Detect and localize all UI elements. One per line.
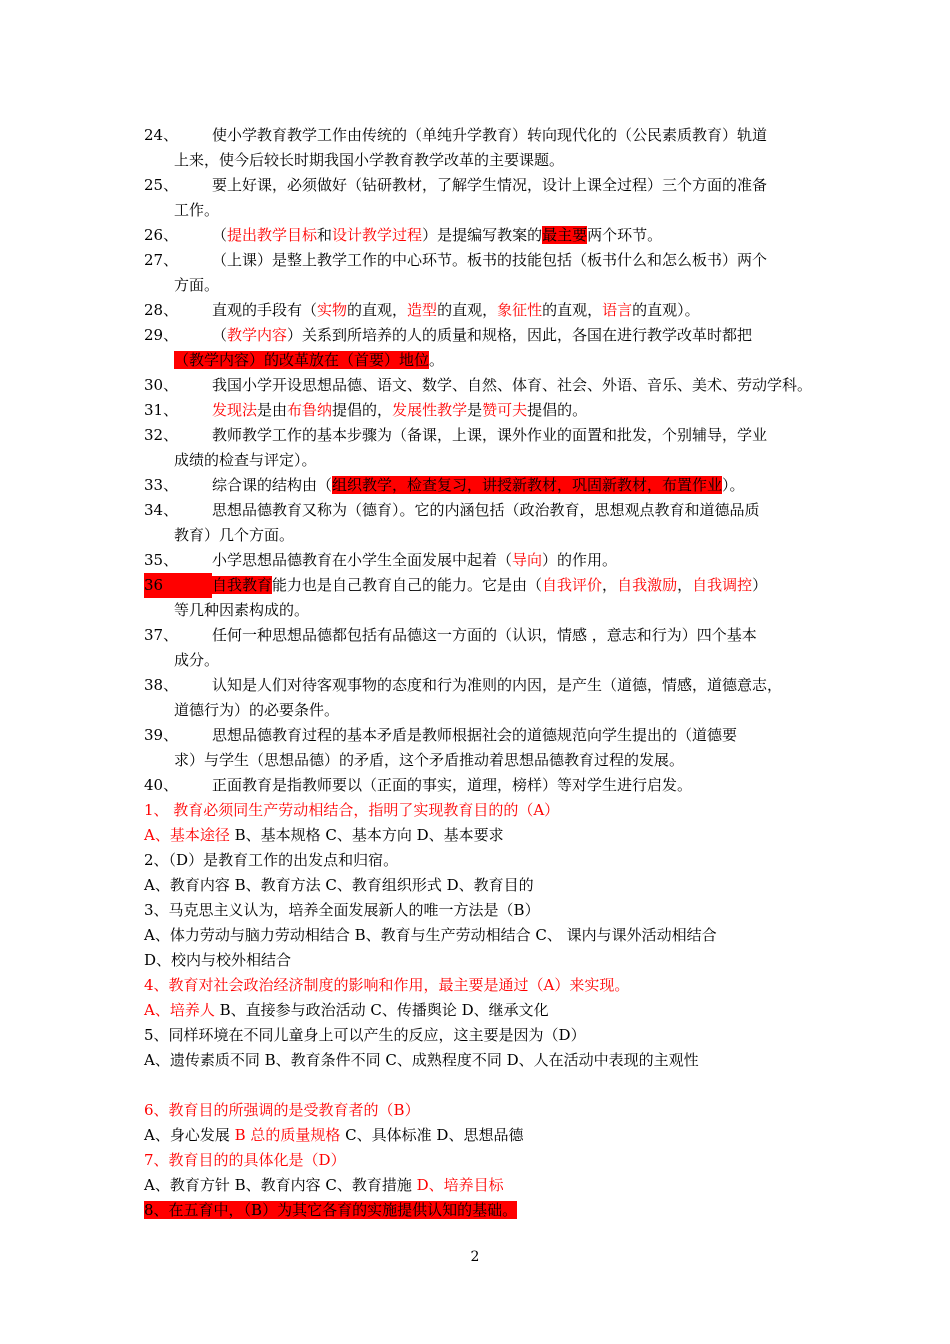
item-text: ）。: [722, 476, 745, 494]
item-text: 能力也是自己教育自己的能力。它是由（: [272, 576, 543, 594]
red-term: 设计教学过程: [332, 226, 423, 244]
question-4-options: [144, 998, 814, 1023]
highlighted-text: 组织教学，检查复习，讲授新教材，巩固新教材，布置作业: [332, 476, 723, 494]
item-text: （: [212, 226, 228, 244]
red-term: 赞可夫: [482, 401, 528, 419]
item-number: 25、: [144, 176, 179, 194]
item-text: 直观的手段有（: [212, 301, 318, 319]
item-text: 教师教学工作的基本步骤为（备课，上课，课外作业的面置和批发，个别辅导，学业: [212, 426, 768, 444]
question-6-options: [144, 1123, 814, 1148]
item-text: ）的作用。: [542, 551, 618, 569]
item-number: 40、: [144, 776, 179, 794]
item-text: 是: [467, 401, 483, 419]
red-term: 教学内容: [227, 326, 288, 344]
item-text: 正面教育是指教师要以（正面的事实，道理，榜样）等对学生进行启发。: [212, 776, 693, 794]
item-text: （: [212, 326, 228, 344]
item-text: 思想品德教育又称为（德育）。它的内涵包括（政治教育，思想观点教育和道德品质: [212, 501, 760, 519]
question-2-options: A、教育内容 B、教育方法 C、教育组织形式 D、教育目的: [144, 876, 534, 894]
question-4: 4、教育对社会政治经济制度的影响和作用，最主要是通过（A）来实现。: [144, 976, 630, 994]
answer-option: A、基本途径: [144, 826, 230, 844]
item-number: 34、: [144, 501, 179, 519]
answer-option: B 总的质量规格: [234, 1126, 341, 1144]
highlighted-text: 最主要: [542, 226, 588, 244]
item-number: 39、: [144, 726, 179, 744]
page-number: 2: [470, 1249, 480, 1265]
item-26: [144, 223, 814, 248]
item-text: 道德行为）的必要条件。: [174, 701, 340, 719]
red-term: 导向: [512, 551, 543, 569]
item-number: 37、: [144, 626, 179, 644]
item-37-cont: [144, 648, 814, 673]
question-1-options: [144, 823, 814, 848]
item-30: [144, 373, 814, 398]
item-number: 31、: [144, 401, 179, 419]
red-term: 发展性教学: [392, 401, 468, 419]
red-term: 提出教学目标: [227, 226, 318, 244]
item-text: 小学思想品德教育在小学生全面发展中起着（: [212, 551, 513, 569]
item-34-cont: [144, 523, 814, 548]
item-text: 等几种因素构成的。: [174, 601, 310, 619]
item-29: [144, 323, 814, 348]
item-25-cont: [144, 198, 814, 223]
item-number: 29、: [144, 326, 179, 344]
item-text: 。: [429, 351, 445, 369]
item-text: 的直观，: [437, 301, 498, 319]
item-34: [144, 498, 814, 523]
item-text: 两个环节。: [587, 226, 663, 244]
item-number: 28、: [144, 301, 179, 319]
highlighted-text: （教学内容）的改革放在（首要）地位: [174, 351, 430, 369]
item-39: [144, 723, 814, 748]
item-40: [144, 773, 814, 798]
question-3: 3、马克思主义认为，培养全面发展新人的唯一方法是（B）: [144, 901, 540, 919]
question-5-options: A、遗传素质不同 B、教育条件不同 C、成熟程度不同 D、人在活动中表现的主观性: [144, 1051, 699, 1069]
item-number: 26、: [144, 226, 179, 244]
item-text: ，: [602, 576, 618, 594]
item-text: 教育）几个方面。: [174, 526, 295, 544]
item-number: 38、: [144, 676, 179, 694]
item-36: [144, 573, 814, 598]
item-number: 35、: [144, 551, 179, 569]
item-24: [144, 123, 814, 148]
item-number: 30、: [144, 376, 179, 394]
question-3-options-cont: D、校内与校外相结合: [144, 951, 292, 969]
option-text: B、直接参与政治活动 C、传播舆论 D、继承文化: [214, 1001, 549, 1019]
item-text: ）关系到所培养的人的质量和规格，因此，各国在进行教学改革时都把: [287, 326, 753, 344]
item-39-cont: [144, 748, 814, 773]
item-27: [144, 248, 814, 273]
item-text: 的直观，: [347, 301, 408, 319]
item-24-cont: [144, 148, 814, 173]
item-36-cont: [144, 598, 814, 623]
red-term: 布鲁纳: [287, 401, 333, 419]
item-text: 提倡的。: [527, 401, 588, 419]
item-number: 33、: [144, 476, 179, 494]
answer-option: D、培养目标: [416, 1176, 504, 1194]
red-term: 自我评价: [542, 576, 603, 594]
option-text: A、身心发展: [144, 1126, 235, 1144]
item-text: ，: [677, 576, 693, 594]
question-7-options: [144, 1173, 814, 1198]
red-term: 自我调控: [692, 576, 753, 594]
item-text: 综合课的结构由（: [212, 476, 333, 494]
item-text: 求）与学生（思想品德）的矛盾，这个矛盾推动着思想品德教育过程的发展。: [174, 751, 685, 769]
question-7: 7、教育目的的具体化是（D）: [144, 1151, 346, 1169]
item-text: 要上好课，必须做好（钻研教材，了解学生情况，设计上课全过程）三个方面的准备: [212, 176, 768, 194]
blank-line: [144, 1073, 814, 1098]
item-35: [144, 548, 814, 573]
item-32: [144, 423, 814, 448]
red-term: 造型: [407, 301, 438, 319]
question-3-options: A、体力劳动与脑力劳动相结合 B、教育与生产劳动相结合 C、 课内与课外活动相结合: [144, 926, 717, 944]
item-37: [144, 623, 814, 648]
option-text: C、具体标准 D、思想品德: [340, 1126, 524, 1144]
highlighted-text: 8、在五育中，（B）为其它各育的实施提供认知的基础。: [144, 1201, 518, 1219]
option-text: A、教育方针 B、教育内容 C、教育措施: [144, 1176, 417, 1194]
item-29-cont: [144, 348, 814, 373]
red-term: 自我激励: [617, 576, 678, 594]
red-term: 实物: [317, 301, 348, 319]
item-number: 24、: [144, 126, 179, 144]
red-term: 语言: [602, 301, 633, 319]
question-5: 5、同样环境在不同儿童身上可以产生的反应，这主要是因为（D）: [144, 1026, 586, 1044]
item-text: 的直观，: [542, 301, 603, 319]
item-32-cont: [144, 448, 814, 473]
item-text: 成绩的检查与评定）。: [174, 451, 317, 469]
item-text: ）是提编写教案的: [422, 226, 543, 244]
item-38-cont: [144, 698, 814, 723]
item-number: 27、: [144, 251, 179, 269]
item-text: 工作。: [174, 201, 220, 219]
item-text: 成分。: [174, 651, 220, 669]
highlighted-text: 自我教育: [212, 576, 273, 594]
item-text: 使小学教育教学工作由传统的（单纯升学教育）转向现代化的（公民素质教育）轨道: [212, 126, 768, 144]
item-text: ）: [752, 576, 768, 594]
question-8: [144, 1198, 814, 1223]
item-text: 的直观）。: [632, 301, 700, 319]
item-31: [144, 398, 814, 423]
question-6: 6、教育目的所强调的是受教育者的（B）: [144, 1101, 420, 1119]
item-text: 方面。: [174, 276, 220, 294]
item-28: [144, 298, 814, 323]
red-term: 象征性: [497, 301, 543, 319]
answer-option: A、培养人: [144, 1001, 215, 1019]
item-text: 和: [317, 226, 333, 244]
question-2: 2、（D）是教育工作的出发点和归宿。: [144, 851, 399, 869]
item-text: （上课）是整上教学工作的中心环节。板书的技能包括（板书什么和怎么板书）两个: [212, 251, 768, 269]
document-content: [144, 123, 814, 1223]
item-text: 认知是人们对待客观事物的态度和行为准则的内因，是产生（道德，情感，道德意志，: [212, 676, 783, 694]
option-text: B、基本规格 C、基本方向 D、基本要求: [229, 826, 504, 844]
item-number: 36: [144, 573, 212, 598]
item-25: [144, 173, 814, 198]
item-text: 我国小学开设思想品德、语文、数学、自然、体育、社会、外语、音乐、美术、劳动学科。: [212, 376, 813, 394]
item-text: 任何一种思想品德都包括有品德这一方面的（认识，情感 ，意志和行为）四个基本: [212, 626, 757, 644]
item-27-cont: [144, 273, 814, 298]
item-number: 32、: [144, 426, 179, 444]
item-text: 思想品德教育过程的基本矛盾是教师根据社会的道德规范向学生提出的（道德要: [212, 726, 738, 744]
red-term: 发现法: [212, 401, 258, 419]
item-text: 提倡的，: [332, 401, 393, 419]
item-33: [144, 473, 814, 498]
item-38: [144, 673, 814, 698]
item-text: 上来，使今后较长时期我国小学教育教学改革的主要课题。: [174, 151, 565, 169]
question-1: 1、 教育必须同生产劳动相结合，指明了实现教育目的的（A）: [144, 801, 560, 819]
item-text: 是由: [257, 401, 288, 419]
